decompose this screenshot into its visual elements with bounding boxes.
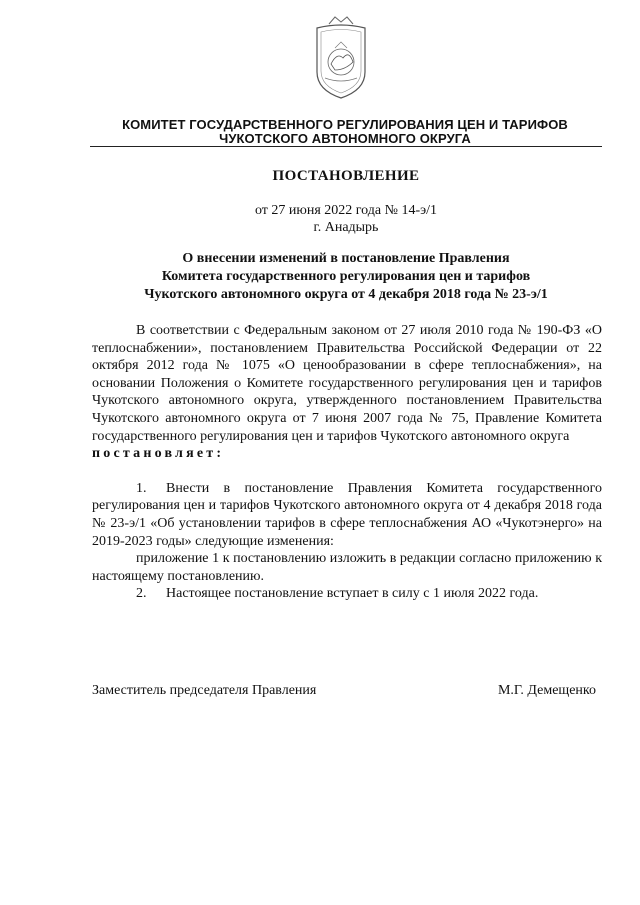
organization-name	[90, 118, 600, 146]
signatory-name: М.Г. Демещенко	[497, 683, 596, 698]
document-date: от 27 июня 2022 года № 14-э/1	[254, 203, 438, 218]
item-text: Настоящее постановление вступает в силу с 1 июля 2022 года.	[166, 586, 539, 602]
document-type: ПОСТАНОВЛЕНИЕ	[272, 168, 420, 184]
preamble-paragraph: В соответствии с Федеральным законом от 27 июля 2010 года № 190-ФЗ «О теплоснабжении», постановлением Правительства Российской Федерации от 22 октября 2012 года № 1075 «О ценообразовании в сфере теплоснабжения», на основании Положения о Комитете государственного регулирования цен и тарифов Чукотского автономного округа, утвержденного постановлением Правительства Чукотского автономного округа от 7 июня 2007 года № 75, Правление Комитета государственного регулирования цен и тарифов Чукотского автономного округа	[92, 323, 602, 444]
org-line-2: ЧУКОТСКОГО АВТОНОМНОГО ОКРУГА	[219, 131, 471, 146]
item-number: 1.	[136, 480, 147, 496]
item-text: Внести в постановление Правления Комитета государственного регулирования цен и тарифов Чукотского автономного округа от 4 декабря 2018 года № 23-э/1 «Об установлении тарифов в сфере теплоснабжения АО «Чукотэнерго» на 2019-2023 годы» следующие изменения:	[92, 480, 602, 549]
subject-line: Комитета государственного регулирования цен и тарифов	[161, 269, 531, 284]
subject-line: О внесении изменений в постановление Правления	[182, 251, 510, 266]
list-item	[92, 550, 602, 585]
item-text: приложение 1 к постановлению изложить в редакции согласно приложению к настоящему постановлению.	[92, 551, 602, 584]
list-item	[92, 585, 602, 603]
decree-word: постановляет:	[92, 446, 225, 462]
list-item	[92, 480, 602, 550]
document-subject	[90, 250, 602, 304]
org-line-1: КОМИТЕТ ГОСУДАРСТВЕННОГО РЕГУЛИРОВАНИЯ ЦЕН И ТАРИФОВ	[122, 117, 568, 132]
item-number: 2.	[136, 586, 147, 602]
coat-of-arms-icon	[305, 14, 377, 106]
header-divider	[90, 146, 602, 147]
document-city: г. Анадырь	[313, 220, 379, 235]
subject-line: Чукотского автономного округа от 4 декабря 2018 года № 23-э/1	[144, 287, 548, 302]
document-body	[92, 322, 602, 603]
signatory-position: Заместитель председателя Правления	[92, 683, 317, 698]
